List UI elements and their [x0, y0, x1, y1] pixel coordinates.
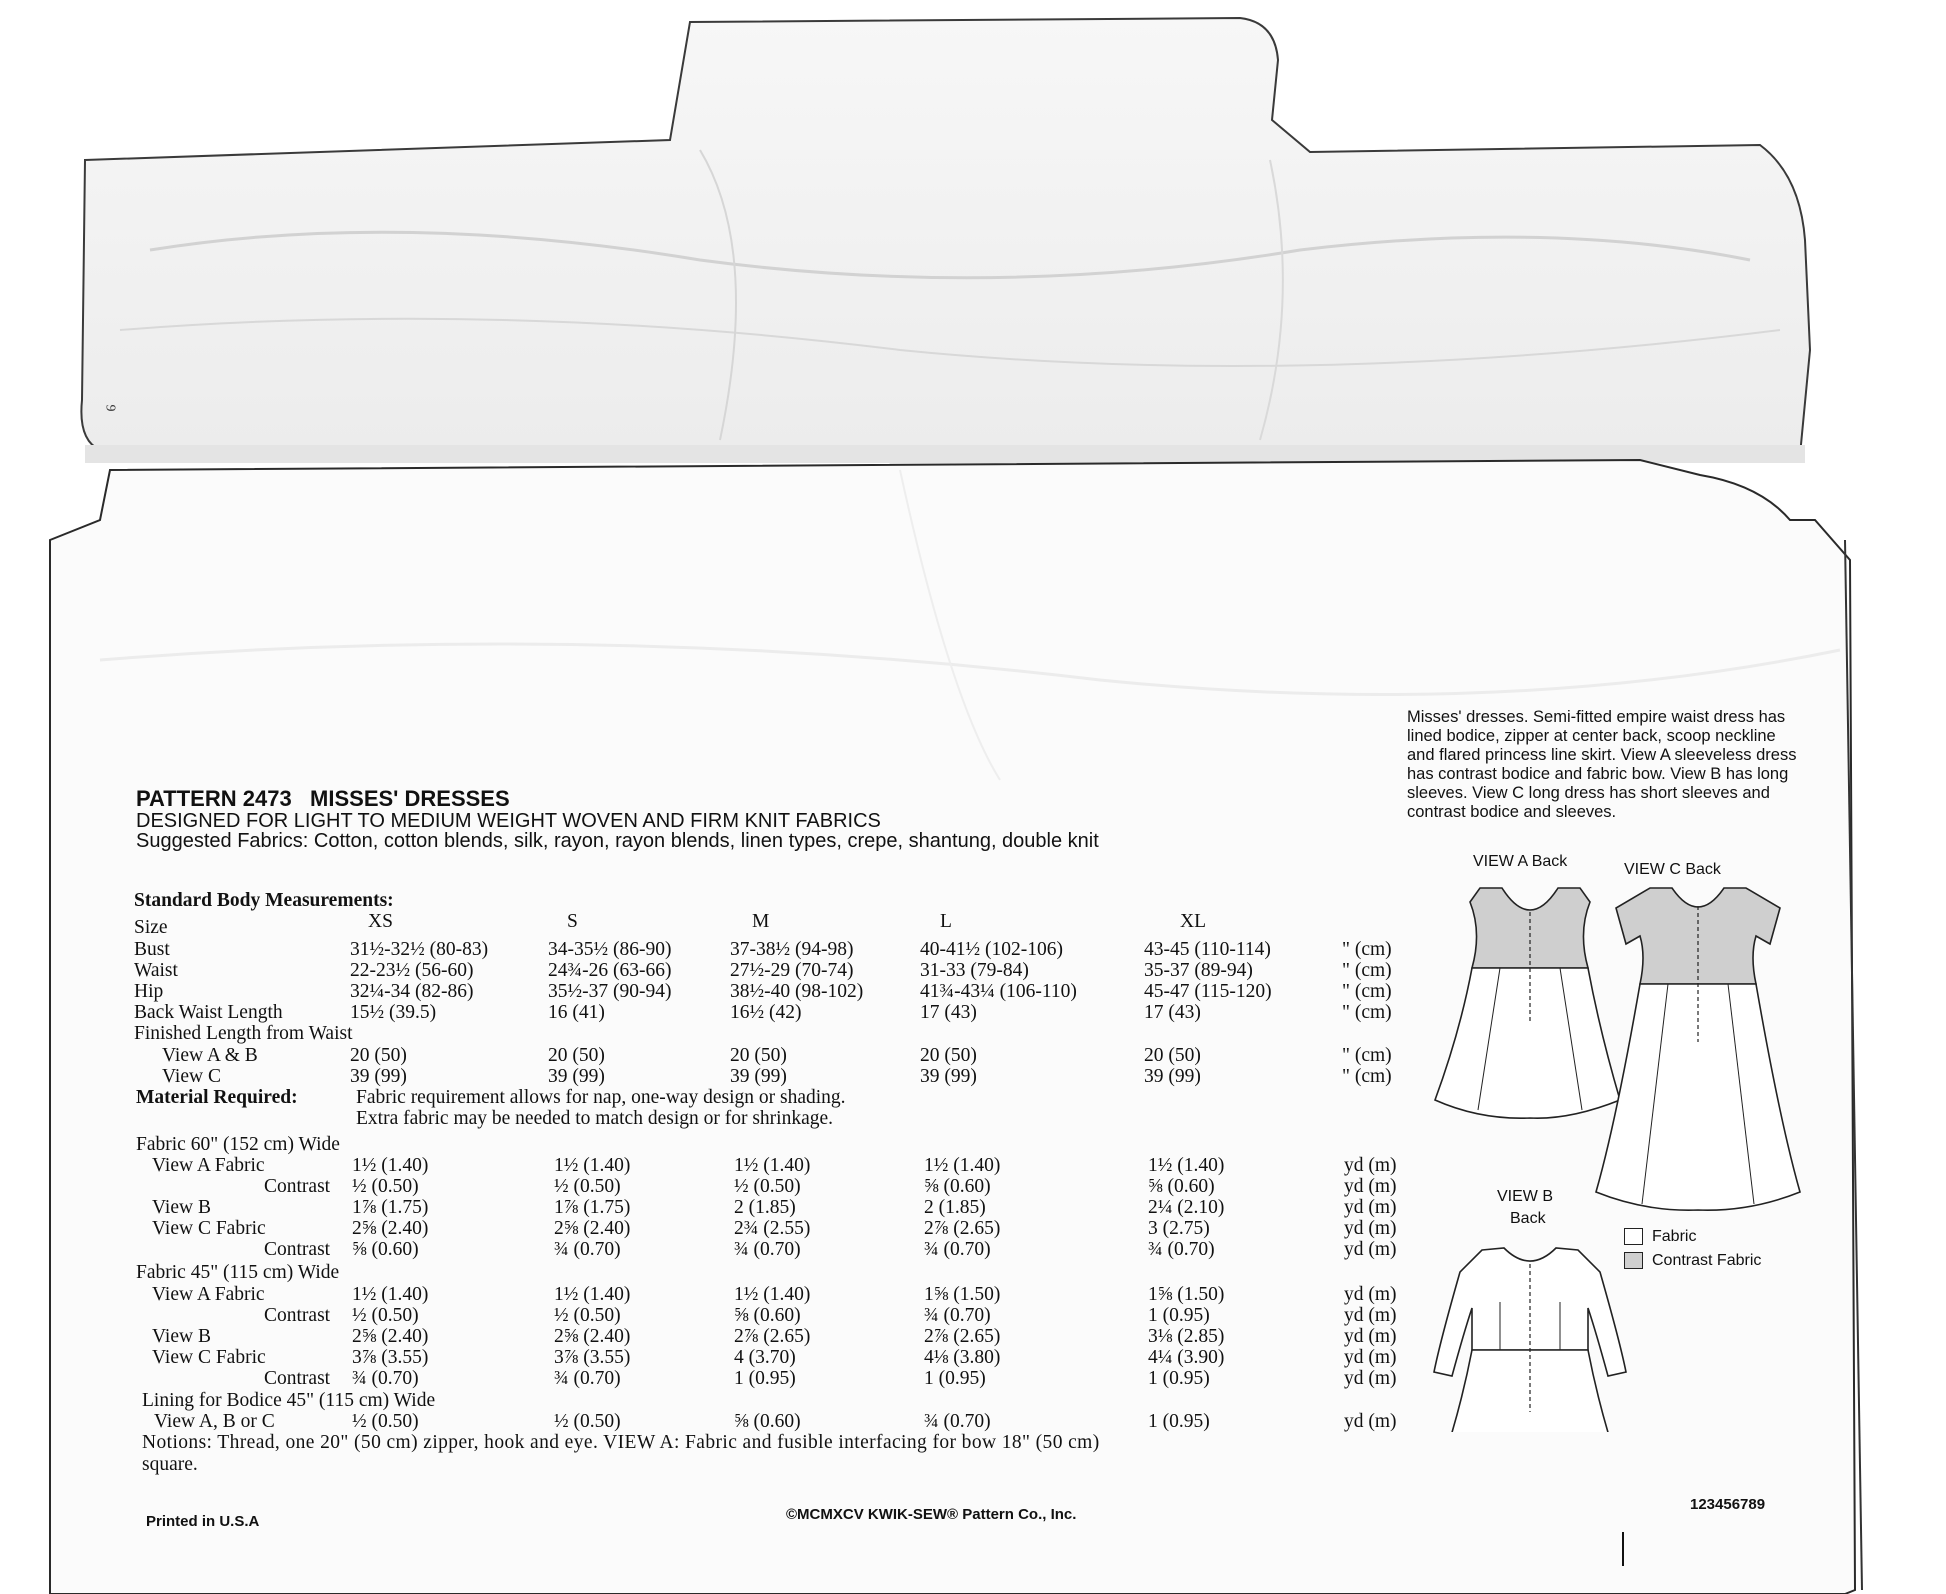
hip-row: Hip 32¼-34 (82-86) 35½-37 (90-94) 38½-40 (98-102) 41¾-43¼ (106-110) 45-47 (115-120) " (cm): [134, 981, 1392, 1002]
waist-row: Waist 22-23½ (56-60) 24¾-26 (63-66) 27½-29 (70-74) 31-33 (79-84) 35-37 (89-94) " (cm): [134, 960, 1392, 981]
pattern-title: MISSES' DRESSES: [310, 786, 510, 811]
side-mark: 9: [102, 404, 118, 412]
dress-illustrations: [1420, 872, 1946, 1432]
cut-mark: [1622, 1532, 1624, 1566]
view-b-label-back: Back: [1510, 1210, 1546, 1227]
view-b-label: VIEW B: [1497, 1188, 1554, 1205]
material-note-1: Fabric requirement allows for nap, one-way design or shading.: [356, 1087, 846, 1108]
view-b-dress-icon: [1434, 1248, 1626, 1432]
view-a-dress-icon: [1435, 888, 1620, 1118]
f60-view-c-row: View C Fabric 2⅝ (2.40) 2⅝ (2.40) 2¾ (2.55) 2⅞ (2.65) 3 (2.75) yd (m): [152, 1218, 1397, 1239]
notions-line-2: square.: [142, 1454, 198, 1475]
suggested-fabrics: Suggested Fabrics: Cotton, cotton blends, silk, rayon, rayon blends, linen types, crepe, shantung, double knit: [136, 830, 1099, 852]
finished-length-heading: Finished Length from Waist: [134, 1023, 353, 1044]
lining-row: View A, B or C ½ (0.50) ½ (0.50) ⅝ (0.60) ¾ (0.70) 1 (0.95) yd (m): [154, 1411, 1397, 1432]
contrast-fabric-swatch: [1624, 1252, 1643, 1269]
material-heading: Material Required:: [136, 1087, 298, 1108]
finished-c-row: View C 39 (99) 39 (99) 39 (99) 39 (99) 39 (99) " (cm): [162, 1066, 1392, 1087]
legend-fabric: [1624, 1228, 1696, 1246]
view-a-label: VIEW A Back: [1473, 853, 1568, 870]
legend-contrast: [1624, 1252, 1761, 1270]
pattern-number: PATTERN 2473: [136, 786, 292, 811]
legend-contrast-label: Contrast Fabric: [1652, 1252, 1762, 1269]
designed-for: DESIGNED FOR LIGHT TO MEDIUM WEIGHT WOVEN AND FIRM KNIT FABRICS: [136, 810, 881, 832]
size-s: S: [567, 911, 578, 932]
size-m: M: [752, 911, 770, 932]
f60-contrast-c-row: Contrast ⅝ (0.60) ¾ (0.70) ¾ (0.70) ¾ (0.70) ¾ (0.70) yd (m): [264, 1239, 1397, 1260]
material-note-2: Extra fabric may be needed to match design or for shrinkage.: [356, 1108, 834, 1129]
copyright: ©MCMXCV KWIK-SEW® Pattern Co., Inc.: [786, 1506, 1077, 1523]
f45-view-c-row: View C Fabric 3⅞ (3.55) 3⅞ (3.55) 4 (3.70) 4⅛ (3.80) 4¼ (3.90) yd (m): [152, 1347, 1397, 1368]
lining-heading: Lining for Bodice 45" (115 cm) Wide: [142, 1390, 436, 1411]
view-c-dress-icon: [1596, 888, 1800, 1210]
size-xs: XS: [368, 911, 393, 932]
f60-view-b-row: View B 1⅞ (1.75) 1⅞ (1.75) 2 (1.85) 2 (1.85) 2¼ (2.10) yd (m): [152, 1197, 1397, 1218]
pattern-description: Misses' dresses. Semi-fitted empire waist dress has lined bodice, zipper at center back, scoop neckline and flared princess line skirt. View A sleeveless dress has contrast bodice and fabric bow. View B has long sleeves. View C long dress has short sleeves and contrast bodice and sleeves.: [1407, 708, 1797, 821]
fabric-45-heading: Fabric 45" (115 cm) Wide: [136, 1262, 340, 1283]
back-waist-row: Back Waist Length 15½ (39.5) 16 (41) 16½ (42) 17 (43) 17 (43) " (cm): [134, 1002, 1392, 1023]
f45-contrast-c-row: Contrast ¾ (0.70) ¾ (0.70) 1 (0.95) 1 (0.95) 1 (0.95) yd (m): [264, 1368, 1397, 1389]
f60-view-a-row: View A Fabric 1½ (1.40) 1½ (1.40) 1½ (1.40) 1½ (1.40) 1½ (1.40) yd (m): [152, 1155, 1397, 1176]
f60-contrast-a-row: Contrast ½ (0.50) ½ (0.50) ½ (0.50) ⅝ (0.60) ⅝ (0.60) yd (m): [264, 1176, 1397, 1197]
finished-ab-row: View A & B 20 (50) 20 (50) 20 (50) 20 (50) 20 (50) " (cm): [162, 1045, 1392, 1066]
size-row: [134, 911, 1454, 938]
measurements-table: [134, 890, 1454, 1490]
size-xl: XL: [1180, 911, 1206, 932]
f45-view-b-row: View B 2⅝ (2.40) 2⅝ (2.40) 2⅞ (2.65) 2⅞ (2.65) 3⅛ (2.85) yd (m): [152, 1326, 1397, 1347]
bust-row: Bust 31½-32½ (80-83) 34-35½ (86-90) 37-38½ (94-98) 40-41½ (102-106) 43-45 (110-114) " (cm): [134, 939, 1392, 960]
legend-fabric-label: Fabric: [1652, 1228, 1697, 1245]
fabric-60-heading: Fabric 60" (152 cm) Wide: [136, 1134, 340, 1155]
size-l: L: [940, 911, 952, 932]
f45-view-a-row: View A Fabric 1½ (1.40) 1½ (1.40) 1½ (1.40) 1⅝ (1.50) 1⅝ (1.50) yd (m): [152, 1284, 1397, 1305]
notions-line-1: Notions: Thread, one 20" (50 cm) zipper, hook and eye. VIEW A: Fabric and fusible interfacing for bow 18" (50 cm): [142, 1432, 1100, 1453]
material-heading-row: [134, 1087, 1454, 1109]
pattern-header: [136, 786, 510, 812]
barcode-number: 123456789: [1690, 1496, 1766, 1513]
measurements-heading: Standard Body Measurements:: [134, 890, 394, 911]
size-label: Size: [134, 917, 168, 938]
printed-in: Printed in U.S.A: [146, 1513, 260, 1530]
f45-contrast-a-row: Contrast ½ (0.50) ½ (0.50) ⅝ (0.60) ¾ (0.70) 1 (0.95) yd (m): [264, 1305, 1397, 1326]
view-c-label: VIEW C Back: [1624, 861, 1721, 878]
fabric-swatch: [1624, 1228, 1643, 1245]
